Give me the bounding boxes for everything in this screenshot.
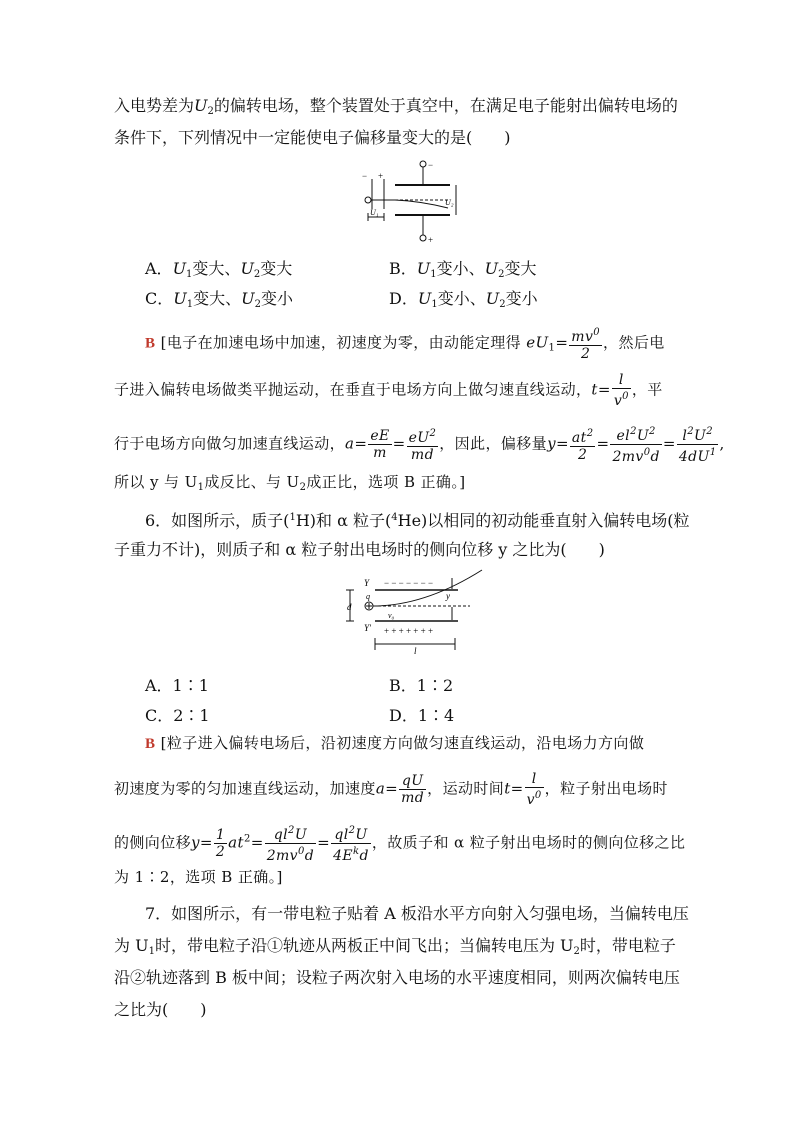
svg-text:+: + <box>428 235 434 245</box>
svg-text:−: − <box>428 160 434 170</box>
q7-stem-line2: 为 $U_1$时，带电粒子沿①轨迹从两板正中间飞出；当偏转电压为 $U_2$时，带电粒子 <box>114 936 676 957</box>
svg-text:Y′: Y′ <box>364 623 371 633</box>
q6-answer-letter: B <box>145 736 156 752</box>
q5-stem-line2: 条件下，下列情况中一定能使电子偏移量变大的是( ) <box>114 128 511 147</box>
q6-option-c[interactable]: C．2∶1 <box>145 706 210 725</box>
q5-answer-letter: B <box>145 335 156 352</box>
q6-option-a[interactable]: A．1∶1 <box>145 676 209 695</box>
svg-text:−: − <box>362 171 368 181</box>
q5-option-b[interactable]: B．$U_1$变小、$U_2$变大 <box>389 259 537 280</box>
svg-text:U₁: U₁ <box>370 208 379 217</box>
svg-text:+ + + + + + +: + + + + + + + <box>384 626 434 636</box>
q6-option-d[interactable]: D．1∶4 <box>389 706 455 725</box>
q7-stem-line3: 沿②轨迹落到 B 板中间；设粒子两次射入电场的水平速度相同，则两次偏转电压 <box>114 968 680 987</box>
q6-solution-line4: 为 1∶2，选项 B 正确。] <box>114 868 283 886</box>
q6-solution-line3: 的侧向位移y= $\frac{1}{2}$ $at^2=$ $\frac{ql^2U}{2mv^0d}$ = $\frac{ql^2U}{4E^kd}$ ，故质子和 α 粒子射出电场时的侧向位移之比 <box>114 825 686 864</box>
svg-text:l: l <box>414 646 417 656</box>
q7-stem-line1: 7．如图所示，有一带电粒子贴着 A 板沿水平方向射入匀强电场，当偏转电压 <box>145 904 689 923</box>
svg-text:− − − − − − −: − − − − − − − <box>384 578 434 588</box>
q6-option-b[interactable]: B．1∶2 <box>389 676 454 695</box>
svg-text:y: y <box>446 591 450 601</box>
q6-stem-line1: 6．如图所示，质子($^1$H)和 α 粒子($^4$He)以相同的初动能垂直射入偏转电场(粒 <box>145 511 690 530</box>
q5-solution-line2: 子进入偏转电场做类平抛运动，在垂直于电场方向上做匀速直线运动，t= $\frac{l}{v^0}$ ，平 <box>114 372 663 409</box>
q7-stem-line4: 之比为( ) <box>114 1000 207 1019</box>
svg-text:+: + <box>378 171 384 181</box>
q5-stem-line1: 入电势差为$U_2$的偏转电场，整个装置处于真空中，在满足电子能射出偏转电场的 <box>114 96 678 117</box>
q6-stem-line2: 子重力不计)，则质子和 α 粒子射出电场时的侧向位移 y 之比为( ) <box>114 540 605 559</box>
q6-figure-deflection-field <box>340 568 490 658</box>
svg-text:Y: Y <box>364 578 370 588</box>
q5-solution-line1: B [电子在加速电场中加速，初速度为零，由动能定理得 $eU_1=$ $\frac{mv^0}{2}$ ，然后电 <box>145 327 665 362</box>
q5-solution-line4: 所以 y 与 $U_1$成反比、与 $U_2$成正比，选项 B 正确。] <box>114 473 466 493</box>
q5-option-a[interactable]: A．$U_1$变大、$U_2$变大 <box>145 259 293 280</box>
q5-figure-deflection-device <box>360 157 470 247</box>
q5-solution-line3: 行于电场方向做匀加速直线运动，a= $\frac{eE}{m}$ = $\frac{eU^2}{md}$ ，因此，偏移量y= $\frac{at^2}{2}$ = $\frac{el^2U^2}{2mv^0d}$ = $\frac{l^2U^2}{4dU^1}$ , <box>114 426 725 465</box>
q6-solution-line1: B [粒子进入偏转电场后，沿初速度方向做匀速直线运动，沿电场力方向做 <box>145 734 645 752</box>
svg-text:v₀: v₀ <box>388 611 395 620</box>
svg-text:U₂: U₂ <box>445 198 454 207</box>
q5-option-d[interactable]: D．$U_1$变小、$U_2$变小 <box>389 289 538 310</box>
svg-text:d: d <box>347 602 352 612</box>
q5-option-c[interactable]: C．$U_1$变大、$U_2$变小 <box>145 289 293 310</box>
svg-text:q: q <box>366 592 370 601</box>
q6-solution-line2: 初速度为零的匀加速直线运动，加速度a= $\frac{qU}{md}$ ，运动时间t= $\frac{l}{v^0}$ ，粒子射出电场时 <box>114 771 668 808</box>
